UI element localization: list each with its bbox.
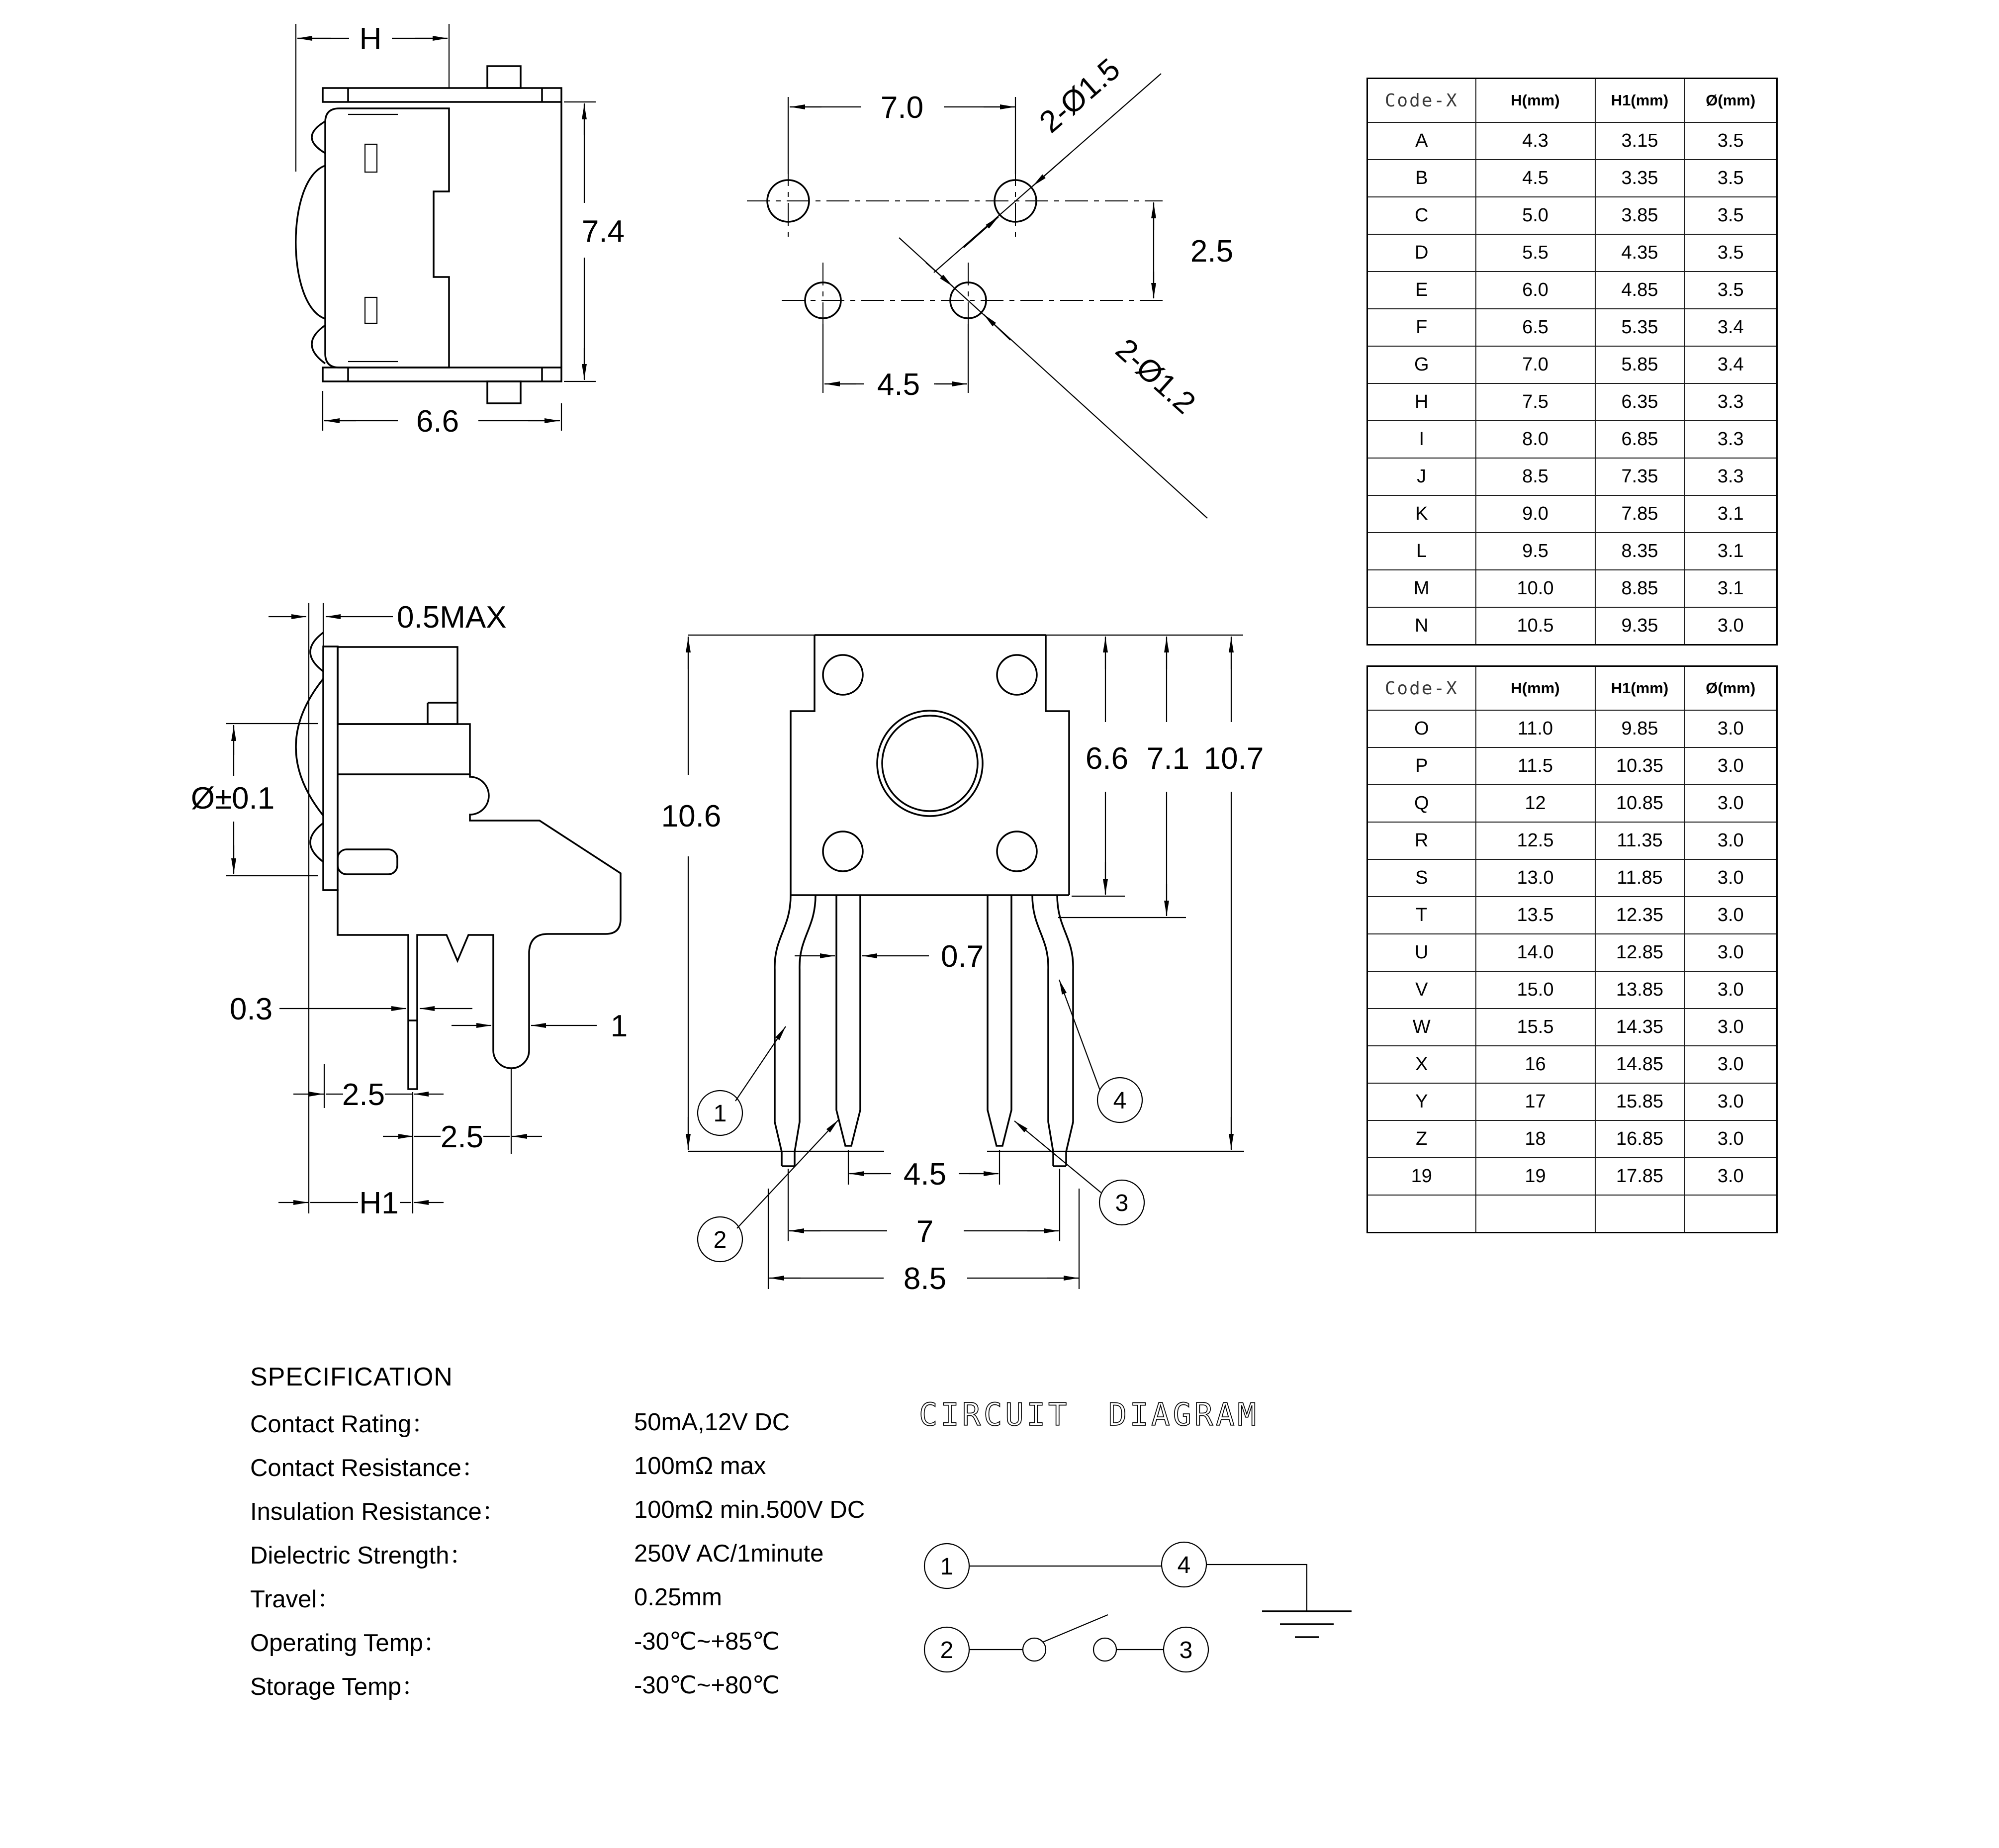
table-row — [1367, 710, 1777, 747]
table-cell: 7.0 — [1476, 346, 1595, 383]
pcb-dimensions — [788, 52, 1233, 518]
table-row — [1367, 346, 1777, 383]
table-cell: M — [1367, 570, 1476, 607]
table-cell: 15.85 — [1595, 1083, 1685, 1120]
circuit-diagram — [890, 1368, 1363, 1716]
table-cell: 15.0 — [1476, 971, 1595, 1009]
table-row — [1367, 272, 1777, 309]
table-row — [1367, 1046, 1777, 1083]
dim-0-3-label: 0.3 — [229, 992, 273, 1026]
table-cell: I — [1367, 421, 1476, 458]
table-cell: 18 — [1476, 1120, 1595, 1158]
table-row — [1367, 897, 1777, 934]
dim-0-7-label: 0.7 — [941, 939, 984, 974]
table-cell: 3.0 — [1685, 971, 1777, 1009]
table-cell: R — [1367, 822, 1476, 859]
ground-symbol — [1262, 1611, 1352, 1637]
table-cell: 3.0 — [1685, 785, 1777, 822]
dim-7-4-label: 7.4 — [581, 214, 625, 249]
table-cell: 10.5 — [1476, 607, 1595, 645]
table-row — [1367, 458, 1777, 495]
table-cell: 9.5 — [1476, 533, 1595, 570]
spec-row — [250, 1488, 946, 1532]
spec-value: 100mΩ max — [634, 1453, 766, 1479]
spec-row — [250, 1532, 946, 1575]
table-row — [1367, 971, 1777, 1009]
spec-label: Dielectric Strength： — [250, 1542, 474, 1569]
table-cell: 10.35 — [1595, 747, 1685, 785]
spec-label: Operating Temp： — [250, 1630, 448, 1657]
table-cell: 12.5 — [1476, 822, 1595, 859]
table-cell: 3.0 — [1685, 822, 1777, 859]
dim-10-6-label: 10.6 — [661, 799, 722, 833]
table-cell: 11.85 — [1595, 859, 1685, 897]
bottom-holes-label: 2-Ø1.2 — [1109, 332, 1202, 421]
dim-1-label: 1 — [610, 1009, 628, 1043]
circuit-title: CIRCUIT DIAGRAM — [919, 1396, 1259, 1433]
table-cell: X — [1367, 1046, 1476, 1083]
circuit-terminals — [924, 1542, 1208, 1672]
table-cell: 13.0 — [1476, 859, 1595, 897]
dim-6-6-label: 6.6 — [416, 404, 459, 439]
table-cell: 16 — [1476, 1046, 1595, 1083]
table-cell: O — [1367, 710, 1476, 747]
pin-2-callout: 2 — [713, 1227, 727, 1253]
table-cell: 10.0 — [1476, 570, 1595, 607]
dim-face-to-pin-label: 2.5 — [342, 1078, 385, 1112]
table-cell: E — [1367, 272, 1476, 309]
table-cell: 6.0 — [1476, 272, 1595, 309]
table-cell: 9.85 — [1595, 710, 1685, 747]
table-row — [1367, 421, 1777, 458]
table-cell: 3.4 — [1685, 309, 1777, 346]
table-cell: G — [1367, 346, 1476, 383]
table-cell: D — [1367, 234, 1476, 272]
spec-value: 0.25mm — [634, 1584, 723, 1611]
table-cell: 11.5 — [1476, 747, 1595, 785]
col-header-h1: H1(mm) — [1595, 79, 1685, 123]
table-cell: 3.0 — [1685, 710, 1777, 747]
table-cell: 17.85 — [1595, 1158, 1685, 1195]
dim-shaft-label: Ø±0.1 — [190, 781, 275, 816]
col-header-dia: Ø(mm) — [1685, 79, 1777, 123]
table-cell: L — [1367, 533, 1476, 570]
table-cell: 3.5 — [1685, 234, 1777, 272]
table-cell — [1476, 1195, 1595, 1233]
table-cell: 4.3 — [1476, 122, 1595, 160]
table-row — [1367, 570, 1777, 607]
bent-side-view-drawing — [189, 572, 646, 1233]
col-header-h: H(mm) — [1476, 666, 1595, 711]
spec-label: Contact Rating： — [250, 1411, 436, 1438]
table-cell: 3.3 — [1685, 421, 1777, 458]
table-cell: 19 — [1476, 1158, 1595, 1195]
table-cell: Z — [1367, 1120, 1476, 1158]
spec-label: Storage Temp： — [250, 1673, 426, 1700]
bent-view-dimensions — [191, 600, 628, 1220]
table-cell: J — [1367, 458, 1476, 495]
table-cell: Y — [1367, 1083, 1476, 1120]
spec-row — [250, 1444, 946, 1488]
table-row — [1367, 495, 1777, 533]
table-cell: 3.5 — [1685, 160, 1777, 197]
table-cell: H — [1367, 383, 1476, 421]
side-view-dimensions — [296, 22, 625, 439]
table-cell: 3.5 — [1685, 197, 1777, 234]
table-row — [1367, 160, 1777, 197]
side-view-outline — [296, 66, 561, 403]
table-cell: 13.5 — [1476, 897, 1595, 934]
switch-contact-left — [1023, 1638, 1046, 1661]
table-cell: 12 — [1476, 785, 1595, 822]
table-cell: S — [1367, 859, 1476, 897]
table-cell: N — [1367, 607, 1476, 645]
table-row — [1367, 607, 1777, 645]
table-row — [1367, 1009, 1777, 1046]
table-cell: 12.85 — [1595, 934, 1685, 971]
table-cell: 3.3 — [1685, 383, 1777, 421]
table-cell: 4.35 — [1595, 234, 1685, 272]
dim-7-1-label: 7.1 — [1146, 741, 1190, 776]
table-row — [1367, 122, 1777, 160]
table-cell: 9.35 — [1595, 607, 1685, 645]
table-cell: W — [1367, 1009, 1476, 1046]
pin-1-callout: 1 — [713, 1101, 727, 1127]
spec-row — [250, 1619, 946, 1663]
table-cell: 17 — [1476, 1083, 1595, 1120]
table-row — [1367, 785, 1777, 822]
dim-4-5-label: 4.5 — [877, 368, 920, 402]
table-cell: 19 — [1367, 1158, 1476, 1195]
spec-row — [250, 1575, 946, 1619]
col-header-h: H(mm) — [1476, 79, 1595, 123]
table-cell: 7.35 — [1595, 458, 1685, 495]
table-cell: 3.1 — [1685, 570, 1777, 607]
table-header-row — [1367, 666, 1777, 711]
table-cell: 3.0 — [1685, 1158, 1777, 1195]
table-cell: 4.5 — [1476, 160, 1595, 197]
table-row — [1367, 822, 1777, 859]
pcb-layout-drawing — [721, 50, 1293, 522]
table-cell: P — [1367, 747, 1476, 785]
table-cell: 8.85 — [1595, 570, 1685, 607]
table-cell: 14.0 — [1476, 934, 1595, 971]
table-cell: 5.85 — [1595, 346, 1685, 383]
table-cell: 6.85 — [1595, 421, 1685, 458]
table-cell: 6.5 — [1476, 309, 1595, 346]
dim-7-0-label: 7.0 — [880, 91, 924, 125]
table-cell: 4.85 — [1595, 272, 1685, 309]
switch-lever — [1043, 1615, 1108, 1642]
table-row — [1367, 383, 1777, 421]
table-cell: 3.0 — [1685, 1046, 1777, 1083]
terminal-1: 1 — [940, 1554, 954, 1580]
terminal-2: 2 — [940, 1637, 954, 1663]
table-cell: 3.85 — [1595, 197, 1685, 234]
side-view-drawing — [224, 10, 656, 438]
table-row — [1367, 1195, 1777, 1233]
specification-rows — [250, 1400, 946, 1707]
table-cell: 5.0 — [1476, 197, 1595, 234]
table-header-row — [1367, 79, 1777, 123]
dim-pin-pitch-label: 2.5 — [440, 1120, 484, 1154]
table-cell: 9.0 — [1476, 495, 1595, 533]
table-row — [1367, 309, 1777, 346]
table-cell: 5.35 — [1595, 309, 1685, 346]
table-cell: U — [1367, 934, 1476, 971]
front-view-outline — [775, 635, 1073, 1166]
terminal-3: 3 — [1179, 1637, 1193, 1663]
dim-0-5max-label: 0.5MAX — [397, 600, 507, 635]
table-row — [1367, 747, 1777, 785]
table-cell: A — [1367, 122, 1476, 160]
table-cell: 14.35 — [1595, 1009, 1685, 1046]
code-table-1 — [1366, 78, 1778, 646]
table-cell: C — [1367, 197, 1476, 234]
circuit-wires — [969, 1565, 1352, 1661]
table-cell: Q — [1367, 785, 1476, 822]
table-cell: V — [1367, 971, 1476, 1009]
col-header-code: Code-X — [1367, 666, 1476, 711]
specification-title: SPECIFICATION — [250, 1363, 453, 1391]
col-header-h1: H1(mm) — [1595, 666, 1685, 711]
spec-label: Travel： — [250, 1586, 342, 1613]
dim-outer-pitch-label: 7 — [916, 1214, 934, 1249]
table-cell: 3.0 — [1685, 1083, 1777, 1120]
table-cell: 5.5 — [1476, 234, 1595, 272]
table-cell: 8.0 — [1476, 421, 1595, 458]
table-cell: 11.35 — [1595, 822, 1685, 859]
table-cell: 16.85 — [1595, 1120, 1685, 1158]
dim-10-7-label: 10.7 — [1203, 741, 1264, 776]
table-cell: 8.35 — [1595, 533, 1685, 570]
table-cell: F — [1367, 309, 1476, 346]
table-cell: 10.85 — [1595, 785, 1685, 822]
table-cell: B — [1367, 160, 1476, 197]
spec-label: Insulation Resistance： — [250, 1498, 506, 1525]
table-cell: 14.85 — [1595, 1046, 1685, 1083]
table-cell: 15.5 — [1476, 1009, 1595, 1046]
table-cell: 13.85 — [1595, 971, 1685, 1009]
table-cell: 3.0 — [1685, 859, 1777, 897]
table-cell: 3.0 — [1685, 897, 1777, 934]
pin-4-callout: 4 — [1113, 1088, 1127, 1114]
dim-h-label: H — [359, 22, 382, 56]
table-cell: 6.35 — [1595, 383, 1685, 421]
table-cell: 3.35 — [1595, 160, 1685, 197]
table-cell: 3.5 — [1685, 122, 1777, 160]
table-cell: K — [1367, 495, 1476, 533]
table-cell: 8.5 — [1476, 458, 1595, 495]
table-cell: 7.85 — [1595, 495, 1685, 533]
pin-3-callout: 3 — [1115, 1190, 1129, 1216]
terminal-4: 4 — [1177, 1552, 1191, 1578]
top-holes-label: 2-Ø1.5 — [1033, 52, 1127, 140]
dim-body-6-6-label: 6.6 — [1085, 741, 1129, 776]
table-cell: 3.0 — [1685, 934, 1777, 971]
specification-block — [250, 1362, 946, 1707]
front-view-dimensions — [661, 635, 1264, 1296]
table-row — [1367, 1083, 1777, 1120]
spec-label: Contact Resistance： — [250, 1455, 486, 1481]
table-cell — [1367, 1195, 1476, 1233]
spec-value: -30℃~+85℃ — [634, 1628, 780, 1655]
table-cell: 3.1 — [1685, 495, 1777, 533]
table-row — [1367, 859, 1777, 897]
dim-span-label: 8.5 — [903, 1262, 947, 1296]
table-cell: 3.0 — [1685, 1120, 1777, 1158]
table-cell: 3.3 — [1685, 458, 1777, 495]
spec-row — [250, 1663, 946, 1707]
spec-value: -30℃~+80℃ — [634, 1671, 780, 1699]
table-cell: 12.35 — [1595, 897, 1685, 934]
table-row — [1367, 1158, 1777, 1195]
table-cell: 3.0 — [1685, 1009, 1777, 1046]
table-cell: 3.4 — [1685, 346, 1777, 383]
table-cell: 3.15 — [1595, 122, 1685, 160]
table-cell: 3.0 — [1685, 747, 1777, 785]
dim-2-5-label: 2.5 — [1190, 234, 1234, 269]
table-row — [1367, 1120, 1777, 1158]
table-cell: T — [1367, 897, 1476, 934]
table-cell — [1595, 1195, 1685, 1233]
table-row — [1367, 234, 1777, 272]
table-cell: 7.5 — [1476, 383, 1595, 421]
table-cell: 3.5 — [1685, 272, 1777, 309]
spec-row — [250, 1400, 946, 1444]
col-header-code: Code-X — [1367, 79, 1476, 123]
spec-value: 100mΩ min.500V DC — [634, 1496, 865, 1523]
table-cell: 3.0 — [1685, 607, 1777, 645]
table-cell: 11.0 — [1476, 710, 1595, 747]
code-table-2 — [1366, 665, 1778, 1233]
dim-inner-pitch-label: 4.5 — [903, 1157, 947, 1192]
table-row — [1367, 934, 1777, 971]
col-header-dia: Ø(mm) — [1685, 666, 1777, 711]
switch-contact-right — [1093, 1638, 1116, 1661]
spec-value: 250V AC/1minute — [634, 1540, 824, 1567]
front-view-drawing — [641, 597, 1293, 1323]
table-row — [1367, 197, 1777, 234]
table-cell: 3.1 — [1685, 533, 1777, 570]
spec-value: 50mA,12V DC — [634, 1409, 790, 1436]
dim-h1-label: H1 — [359, 1186, 399, 1220]
table-cell — [1685, 1195, 1777, 1233]
table-row — [1367, 533, 1777, 570]
